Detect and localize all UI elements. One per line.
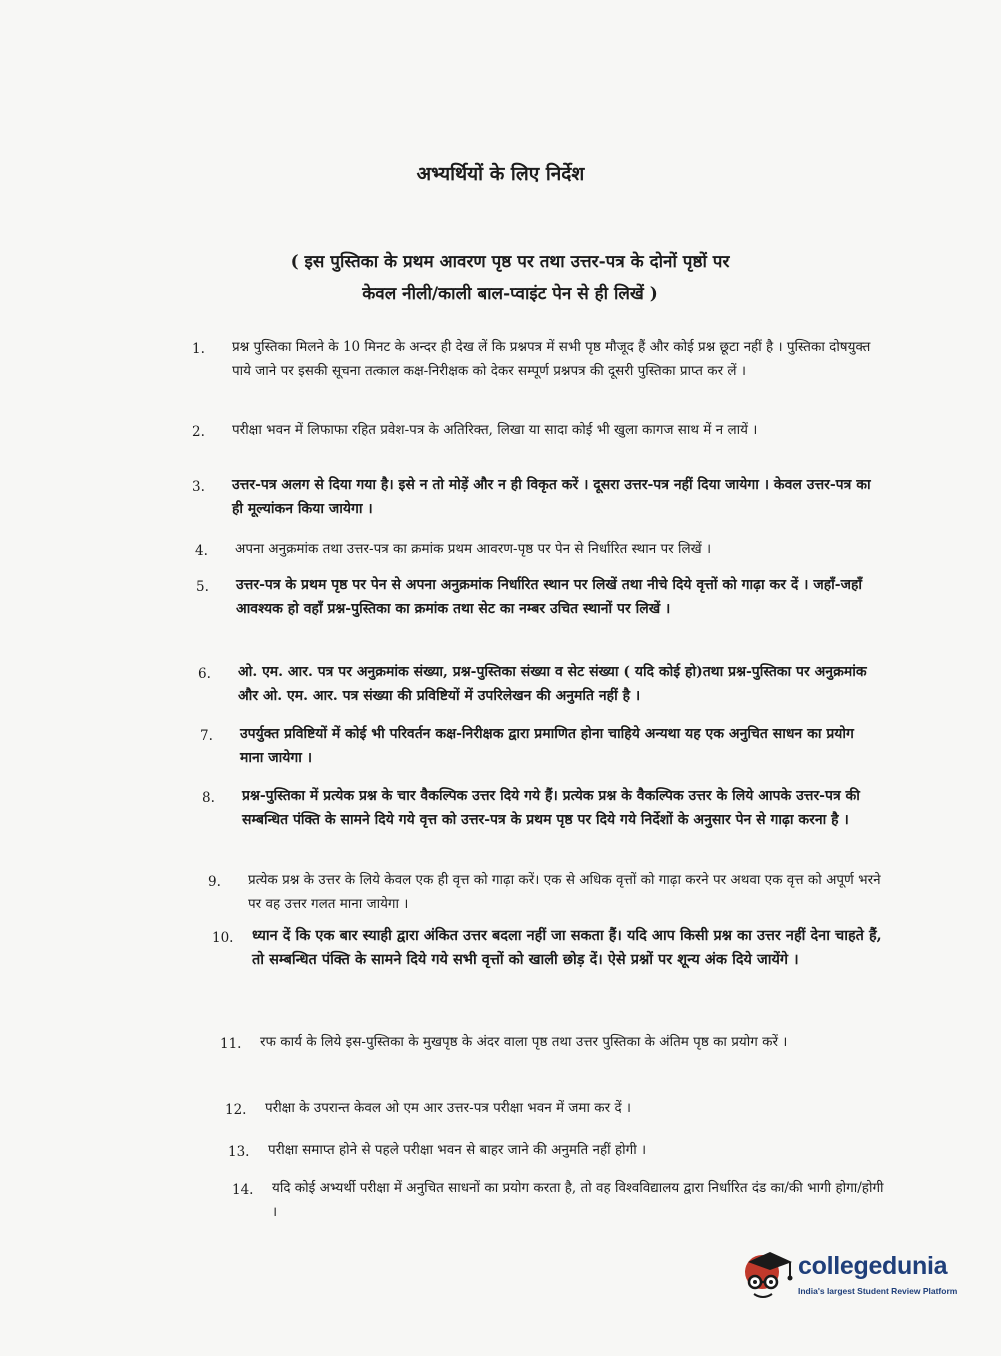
item-number: 9. [208, 874, 221, 890]
item-number: 10. [212, 930, 234, 946]
list-item [192, 418, 872, 442]
item-text: प्रश्न-पुस्तिका में प्रत्येक प्रश्न के चार वैकल्पिक उत्तर दिये गये हैं। प्रत्येक प्रश्न के वैकल्पिक उत्तर के लिये आपके उत्तर-पत्र की सम्बन्धित पंक्ति के सामने दिये गये वृत्त को उत्तर-पत्र के प्रथम पृष्ठ पर दिये गये निर्देशों के अनुसार पेन से गाढ़ा करना है । [242, 788, 860, 828]
logo-tagline: India's largest Student Review Platform [798, 1286, 958, 1296]
list-item [225, 1096, 885, 1120]
item-text: उत्तर-पत्र के प्रथम पृष्ठ पर पेन से अपना अनुक्रमांक निर्धारित स्थान पर लिखें तथा नीचे दिये वृत्तों को गाढ़ा कर दें । जहाँ-जहाँ आवश्यक हो वहाँ प्रश्न-पुस्तिका का क्रमांक तथा सेट का नम्बर उचित स्थानों पर लिखें । [236, 577, 863, 617]
item-text: यदि कोई अभ्यर्थी परीक्षा में अनुचित साधनों का प्रयोग करता है, तो वह विश्वविद्यालय द्वारा निर्धारित दंड का/की भागी होगा/होगी । [272, 1180, 884, 1220]
item-number: 13. [228, 1144, 250, 1160]
item-text: अपना अनुक्रमांक तथा उत्तर-पत्र का क्रमांक प्रथम आवरण-पृष्ठ पर पेन से निर्धारित स्थान पर लिखें । [235, 541, 712, 557]
list-item [198, 660, 878, 708]
item-number: 3. [192, 479, 205, 495]
item-text: प्रश्न पुस्तिका मिलने के 10 मिनट के अन्दर ही देख लें कि प्रश्नपत्र में सभी पृष्ठ मौजूद हैं और कोई प्रश्न छूटा नहीं है । पुस्तिका दोषयुक्त पाये जाने पर इसकी सूचना तत्काल कक्ष-निरीक्षक को देकर सम्पूर्ण प्रश्नपत्र की दूसरी पुस्तिका प्राप्त कर लें । [232, 339, 871, 379]
subtitle-line-1: ( इस पुस्तिका के प्रथम आवरण पृष्ठ पर तथा उत्तर-पत्र के दोनों पृष्ठों पर [290, 252, 730, 272]
item-text: परीक्षा समाप्त होने से पहले परीक्षा भवन से बाहर जाने की अनुमति नहीं होगी । [268, 1142, 647, 1158]
list-item [232, 1176, 888, 1224]
item-number: 12. [225, 1102, 247, 1118]
list-item [228, 1138, 888, 1162]
list-item [196, 573, 876, 621]
item-text: उपर्युक्त प्रविष्टियों में कोई भी परिवर्तन कक्ष-निरीक्षक द्वारा प्रमाणित होना चाहिये अन्यथा यह एक अनुचित साधन का प्रयोग माना जायेगा । [240, 726, 854, 766]
item-text: परीक्षा भवन में लिफाफा रहित प्रवेश-पत्र के अतिरिक्त, लिखा या सादा कोई भी खुला कागज साथ में न लायें । [232, 422, 758, 438]
item-number: 6. [198, 666, 211, 682]
item-text: ओ. एम. आर. पत्र पर अनुक्रमांक संख्या, प्रश्न-पुस्तिका संख्या व सेट संख्या ( यदि कोई हो)तथा प्रश्न-पुस्तिका पर अनुक्रमांक और ओ. एम. आर. पत्र संख्या की प्रविष्टियों में उपरिलेखन की अनुमति नहीं है । [238, 664, 867, 704]
list-item [200, 722, 880, 770]
mascot-icon [740, 1248, 796, 1306]
item-number: 7. [200, 728, 213, 744]
item-text: उत्तर-पत्र अलग से दिया गया है। इसे न तो मोड़ें और न ही विकृत करें । दूसरा उत्तर-पत्र नहीं दिया जायेगा । केवल उत्तर-पत्र का ही मूल्यांकन किया जायेगा । [232, 477, 871, 517]
item-number: 5. [196, 579, 209, 595]
item-text: रफ कार्य के लिये इस-पुस्तिका के मुखपृष्ठ के अंदर वाला पृष्ठ तथा उत्तर पुस्तिका के अंतिम पृष्ठ का प्रयोग करें । [260, 1034, 788, 1050]
item-number: 8. [202, 790, 215, 806]
item-text: प्रत्येक प्रश्न के उत्तर के लिये केवल एक ही वृत्त को गाढ़ा करें। एक से अधिक वृत्तों को गाढ़ा करने पर अथवा एक वृत्त को अपूर्ण भरने पर वह उत्तर गलत माना जायेगा । [248, 872, 881, 912]
instruction-subtitle [230, 246, 790, 310]
item-text: ध्यान दें कि एक बार स्याही द्वारा अंकित उत्तर बदला नहीं जा सकता हैं। यदि आप किसी प्रश्न का उत्तर नहीं देना चाहते हैं, तो सम्बन्धित पंक्ति के सामने दिये गये सभी वृत्तों को खाली छोड़ दें। ऐसे प्रश्नों पर शून्य अंक दिये जायेंगे । [252, 927, 882, 968]
item-number: 14. [232, 1182, 254, 1198]
list-item [192, 473, 872, 521]
item-number: 11. [220, 1036, 242, 1052]
list-item [202, 784, 882, 832]
list-item [220, 1030, 885, 1054]
subtitle-line-2: केवल नीली/काली बाल-प्वाइंट पेन से ही लिखें ) [362, 284, 658, 304]
item-number: 1. [192, 341, 205, 357]
list-item [212, 924, 882, 972]
logo-wordmark: collegedunia [798, 1252, 948, 1280]
item-number: 4. [195, 543, 208, 559]
item-text: परीक्षा के उपरान्त केवल ओ एम आर उत्तर-पत्र परीक्षा भवन में जमा कर दें । [265, 1100, 632, 1116]
page-title: अभ्यर्थियों के लिए निर्देश [416, 163, 585, 185]
list-item [208, 868, 883, 916]
collegedunia-logo [740, 1248, 970, 1308]
list-item [195, 537, 875, 561]
list-item [192, 335, 872, 383]
item-number: 2. [192, 424, 205, 440]
